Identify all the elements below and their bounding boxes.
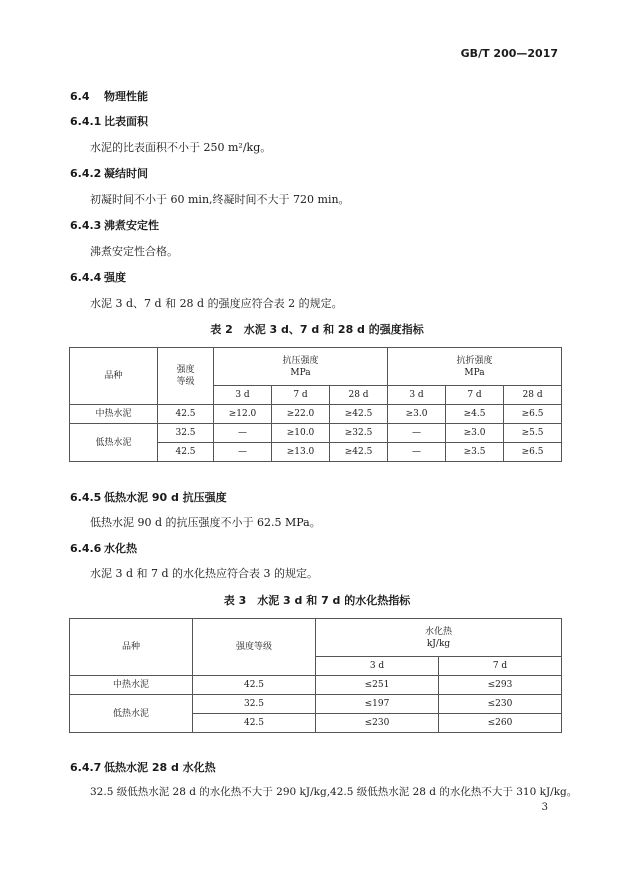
heading-title: 水化热: [104, 542, 137, 555]
paragraph-6-4-2: 初凝时间不小于 60 min,终凝时间不大于 720 min。: [90, 193, 350, 206]
heading-number: 6.4.4: [70, 271, 102, 284]
cell-variety: 低热水泥: [70, 424, 158, 462]
heading-title: 比表面积: [104, 115, 148, 128]
header-grade: [158, 348, 214, 405]
header-compressive: [214, 348, 388, 386]
cell-value: —: [214, 424, 272, 443]
cell-value: ≤251: [316, 676, 439, 695]
paragraph-6-4-5: 低热水泥 90 d 的抗压强度不小于 62.5 MPa。: [90, 516, 321, 529]
cell-grade: 32.5: [158, 424, 214, 443]
heading-6-4-2: [70, 165, 148, 181]
header-grade: 强度等级: [193, 619, 316, 676]
cell-grade: 42.5: [193, 714, 316, 733]
cell-value: ≤230: [316, 714, 439, 733]
heading-title: 低热水泥 28 d 水化热: [104, 761, 216, 774]
cell-value: ≥42.5: [330, 443, 388, 462]
cell-value: ≤197: [316, 695, 439, 714]
heading-number: 6.4.1: [70, 115, 102, 128]
header-flexural: [388, 348, 562, 386]
paragraph-6-4-3: 沸煮安定性合格。: [90, 245, 178, 258]
cell-value: ≥3.0: [446, 424, 504, 443]
header-age: 7 d: [446, 386, 504, 405]
table-row: [70, 405, 562, 424]
heading-6-4-7: [70, 759, 216, 775]
heading-number: 6.4.5: [70, 491, 102, 504]
table-row: [70, 424, 562, 443]
table-2-caption: 表 2 水泥 3 d、7 d 和 28 d 的强度指标: [210, 323, 424, 336]
header-variety: 品种: [70, 348, 158, 405]
cell-value: ≥5.5: [504, 424, 562, 443]
paragraph-6-4-7: 32.5 级低热水泥 28 d 的水化热不大于 290 kJ/kg,42.5 级低热水泥 28 d 的水化热不大于 310 kJ/kg。: [90, 786, 578, 798]
header-heat-unit: kJ/kg: [426, 638, 451, 649]
table-row: [70, 695, 562, 714]
header-grade-line2: 等级: [176, 377, 195, 387]
cell-value: ≥22.0: [272, 405, 330, 424]
cell-grade: 42.5: [158, 443, 214, 462]
cell-value: —: [214, 443, 272, 462]
strength-table: [69, 347, 562, 462]
heading-title: 物理性能: [104, 90, 148, 103]
heading-title: 低热水泥 90 d 抗压强度: [104, 491, 227, 504]
heat-table: [69, 618, 562, 733]
heading-6-4-1: [70, 113, 148, 129]
table-3-caption: 表 3 水泥 3 d 和 7 d 的水化热指标: [223, 594, 411, 607]
header-age: 7 d: [439, 657, 562, 676]
cell-value: ≥6.5: [504, 405, 562, 424]
header-age: 28 d: [504, 386, 562, 405]
cell-value: ≥13.0: [272, 443, 330, 462]
cell-value: ≤260: [439, 714, 562, 733]
header-compressive-title: 抗压强度: [282, 355, 319, 366]
cell-value: ≥6.5: [504, 443, 562, 462]
header-age: 3 d: [316, 657, 439, 676]
cell-grade: 32.5: [193, 695, 316, 714]
heading-title: 强度: [104, 271, 126, 284]
cell-value: —: [388, 443, 446, 462]
heading-title: 沸煮安定性: [104, 219, 159, 232]
cell-value: ≥10.0: [272, 424, 330, 443]
heading-6-4-3: [70, 217, 159, 233]
standard-code: GB/T 200—2017: [460, 47, 558, 60]
cell-value: ≥32.5: [330, 424, 388, 443]
heading-number: 6.4.3: [70, 219, 102, 232]
header-variety: 品种: [70, 619, 193, 676]
header-compressive-unit: MPa: [290, 367, 311, 378]
header-age: 3 d: [214, 386, 272, 405]
cell-value: ≤293: [439, 676, 562, 695]
heading-6-4-4: [70, 269, 126, 285]
cell-variety: 低热水泥: [70, 695, 193, 733]
paragraph-6-4-1: 水泥的比表面积不小于 250 m²/kg。: [90, 141, 272, 154]
header-grade-line1: 强度: [176, 365, 195, 375]
heading-number: 6.4.7: [70, 761, 102, 774]
table-row: [70, 676, 562, 695]
header-age: 28 d: [330, 386, 388, 405]
cell-value: ≥12.0: [214, 405, 272, 424]
header-age: 7 d: [272, 386, 330, 405]
paragraph-6-4-4: 水泥 3 d、7 d 和 28 d 的强度应符合表 2 的规定。: [90, 297, 343, 310]
heading-6-4-5: [70, 489, 227, 505]
heading-6-4-6: [70, 540, 137, 556]
cell-grade: 42.5: [193, 676, 316, 695]
cell-grade: 42.5: [158, 405, 214, 424]
heading-number: 6.4.2: [70, 167, 102, 180]
cell-variety: 中热水泥: [70, 405, 158, 424]
cell-value: ≥3.0: [388, 405, 446, 424]
header-flexural-unit: MPa: [464, 367, 485, 378]
header-flexural-title: 抗折强度: [456, 355, 493, 366]
cell-variety: 中热水泥: [70, 676, 193, 695]
heading-6-4: [70, 88, 148, 104]
cell-value: ≥3.5: [446, 443, 504, 462]
header-age: 3 d: [388, 386, 446, 405]
page-number: 3: [541, 802, 548, 813]
cell-value: ≤230: [439, 695, 562, 714]
header-heat-title: 水化热: [425, 626, 453, 637]
heading-title: 凝结时间: [104, 167, 148, 180]
paragraph-6-4-6: 水泥 3 d 和 7 d 的水化热应符合表 3 的规定。: [90, 567, 319, 580]
heading-number: 6.4: [70, 90, 90, 103]
cell-value: —: [388, 424, 446, 443]
header-heat: [316, 619, 562, 657]
cell-value: ≥4.5: [446, 405, 504, 424]
heading-number: 6.4.6: [70, 542, 102, 555]
cell-value: ≥42.5: [330, 405, 388, 424]
